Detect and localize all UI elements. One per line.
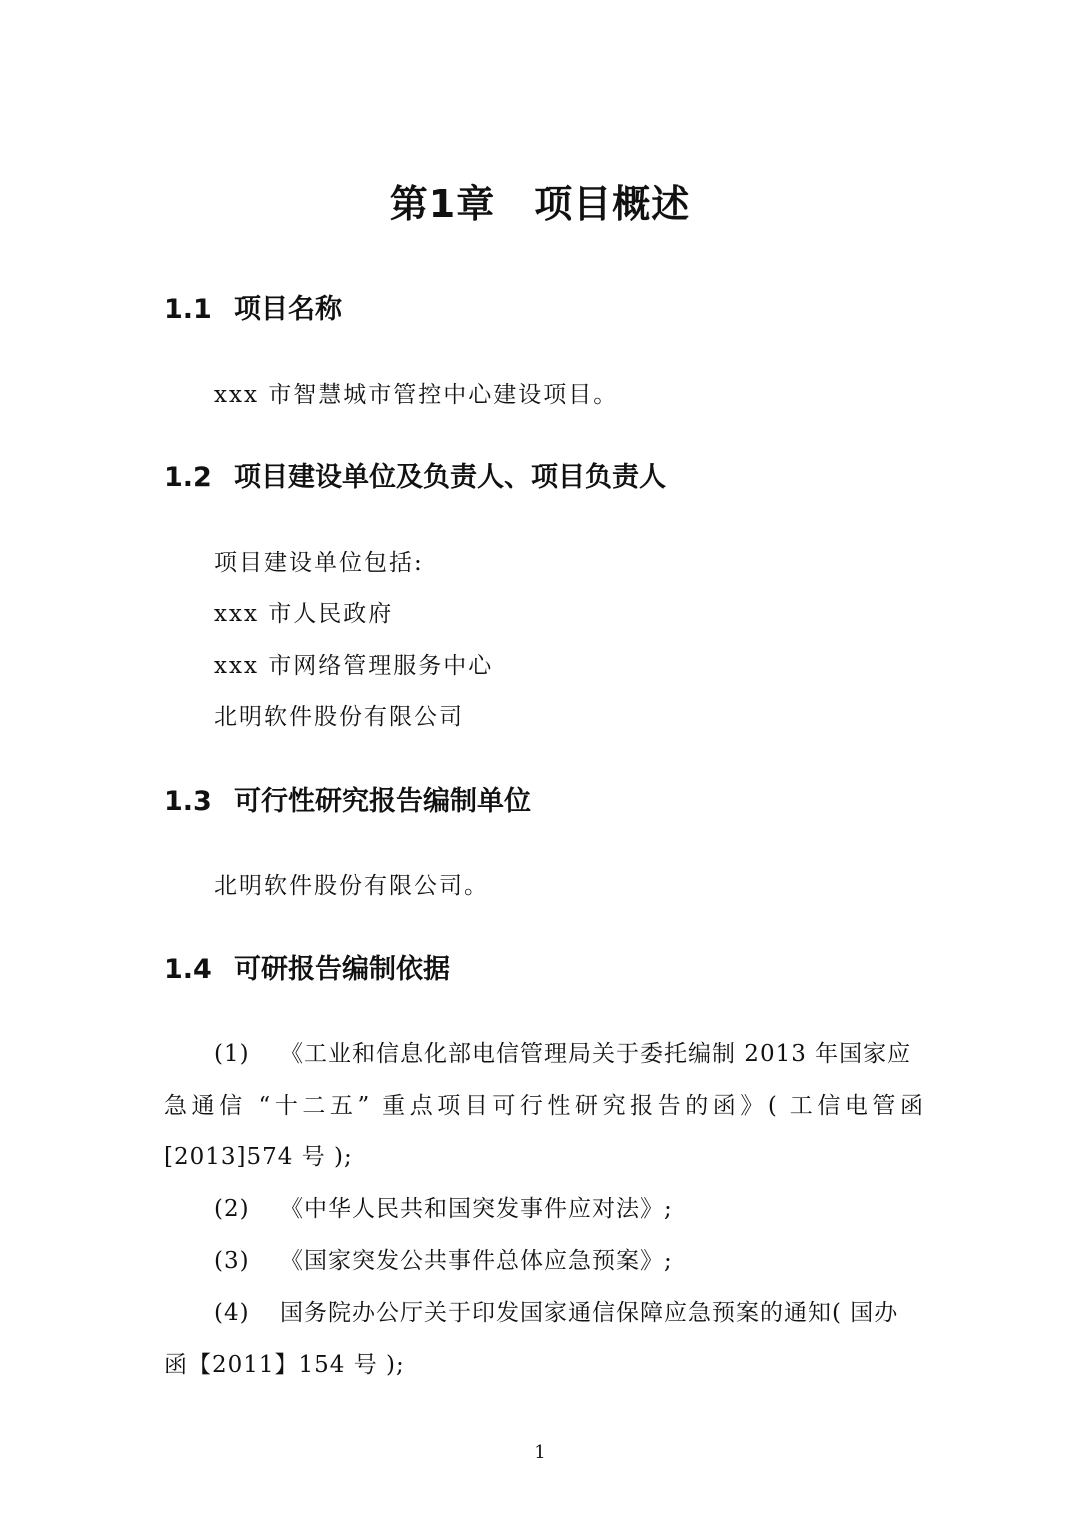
section-title: 项目名称 [234,294,342,325]
page-number: 1 [534,1442,546,1463]
paragraph: xxx 市网络管理服务中心 [214,653,494,679]
section-number: 1.1 [164,294,212,325]
basis-text-continuation: 函【2011】154 号 ); [164,1352,405,1378]
basis-text-continuation: 急通信 “十二五” 重点项目可行性研究报告的函》( 工信电管函 [164,1093,924,1119]
section-heading-1-3 [164,784,531,820]
section-title: 可研报告编制依据 [234,954,450,985]
section-number: 1.4 [164,954,212,985]
basis-text: 国务院办公厅关于印发国家通信保障应急预案的通知( 国办 [280,1300,899,1326]
basis-item-2 [214,1192,673,1226]
section-number: 1.2 [164,462,212,493]
paragraph: xxx 市智慧城市管控中心建设项目。 [214,382,619,408]
basis-index: (4) [214,1300,250,1326]
section-heading-1-1 [164,292,342,328]
basis-text: 《中华人民共和国突发事件应对法》; [280,1196,673,1222]
paragraph: xxx 市人民政府 [214,601,394,627]
basis-index: (2) [214,1196,250,1222]
section-title: 项目建设单位及负责人、项目负责人 [234,462,666,493]
basis-text-continuation: [2013]574 号 ); [164,1144,353,1170]
paragraph: 北明软件股份有限公司。 [214,873,489,899]
basis-text: 《国家突发公共事件总体应急预案》; [280,1248,673,1274]
paragraph: 项目建设单位包括: [214,550,424,576]
section-heading-1-4 [164,952,450,988]
basis-item-3 [214,1244,673,1278]
basis-item-1 [214,1037,911,1071]
paragraph: 北明软件股份有限公司 [214,704,464,730]
section-number: 1.3 [164,786,212,817]
basis-index: (3) [214,1248,250,1274]
basis-text: 《工业和信息化部电信管理局关于委托编制 2013 年国家应 [280,1041,912,1067]
chapter-title: 第1章 项目概述 [389,182,691,226]
section-title: 可行性研究报告编制单位 [234,786,531,817]
basis-item-4 [214,1296,898,1330]
basis-index: (1) [214,1041,250,1067]
section-heading-1-2 [164,460,666,496]
